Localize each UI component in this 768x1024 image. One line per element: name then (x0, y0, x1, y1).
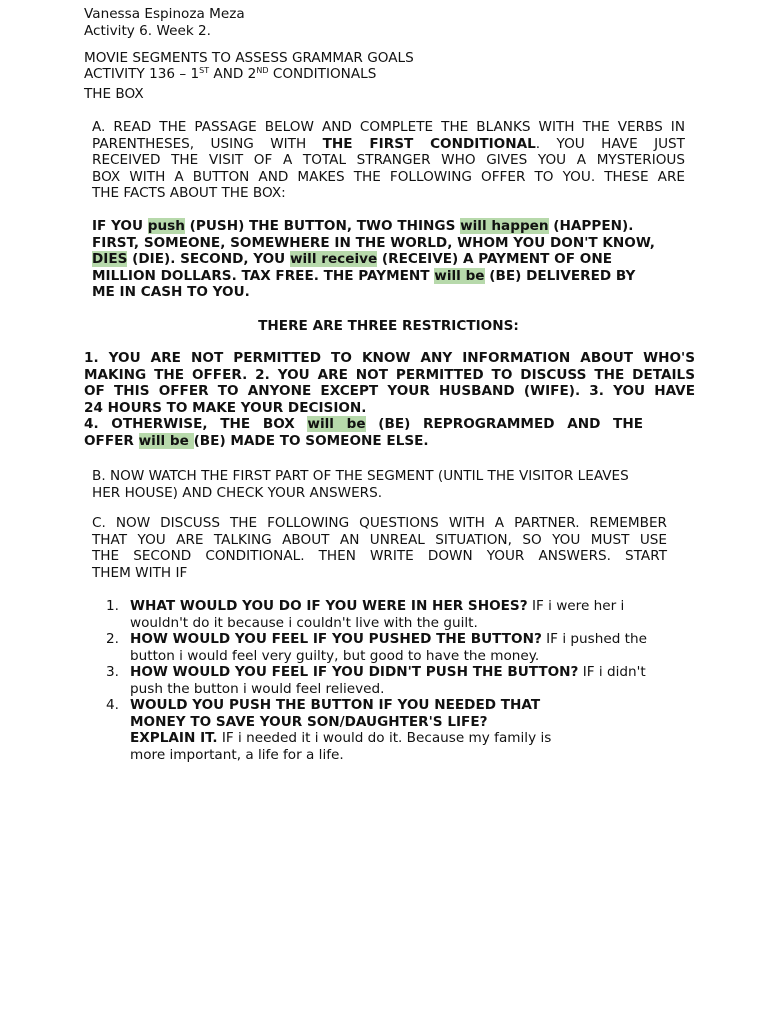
section-c-line: THEM WITH IF (92, 564, 188, 581)
section-c-line: THAT YOU ARE TALKING ABOUT AN UNREAL SITUATION, SO YOU MUST USE (92, 531, 667, 548)
answer-text: IF i didn't (578, 664, 646, 680)
section-a-line: BOX WITH A BUTTON AND MAKES THE FOLLOWING OFFER TO YOU. THESE ARE (92, 168, 685, 185)
question-text: WHAT WOULD YOU DO IF YOU WERE IN HER SHOES? (130, 598, 528, 614)
restriction-line: 4. OTHERWISE, THE BOX will be (BE) REPROGRAMMED AND THE (84, 416, 643, 432)
answer-highlight: will be (138, 432, 194, 449)
restriction-line: 24 HOURS TO MAKE YOUR DECISION. (84, 399, 367, 416)
passage-line: MILLION DOLLARS. TAX FREE. THE PAYMENT will be (BE) DELIVERED BY (92, 267, 636, 284)
question-item (84, 598, 704, 631)
question-number: 3. (106, 664, 119, 680)
question-number: 2. (106, 631, 119, 647)
question-number: 1. (106, 598, 119, 614)
answer-text: IF i needed it i would do it. Because my family is (217, 730, 552, 746)
section-a-line: RECEIVED THE VISIT OF A TOTAL STRANGER WHO GIVES YOU A MYSTERIOUS (92, 152, 685, 168)
student-name: Vanessa Espinoza Meza (84, 6, 245, 22)
passage-line: DIES (DIE). SECOND, YOU will receive (RECEIVE) A PAYMENT OF ONE (92, 251, 612, 267)
section-a-line: PARENTHESES, USING WITH THE FIRST CONDITIONAL. YOU HAVE JUST (92, 135, 685, 152)
question-text: EXPLAIN IT. (130, 730, 218, 746)
passage-line: IF YOU push (PUSH) THE BUTTON, TWO THINGS will happen (HAPPEN). (92, 218, 634, 234)
answer-text: IF i pushed the (541, 631, 647, 647)
section-b-line: B. NOW WATCH THE FIRST PART OF THE SEGMENT (UNTIL THE VISITOR LEAVES (92, 468, 629, 484)
answer-text: push the button i would feel relieved. (130, 680, 385, 697)
passage-line: ME IN CASH TO YOU. (92, 284, 250, 300)
restriction-line: MAKING THE OFFER. 2. YOU ARE NOT PERMITTED TO DISCUSS THE DETAILS (84, 366, 695, 383)
answer-text: more important, a life for a life. (130, 746, 344, 763)
answer-text: wouldn't do it because i couldn't live with the guilt. (130, 614, 478, 631)
question-item (84, 697, 704, 763)
question-text: HOW WOULD YOU FEEL IF YOU PUSHED THE BUTTON? (130, 631, 542, 647)
answer-text: button i would feel very guilty, but good to have the money. (130, 647, 540, 664)
answer-text: IF i were her i (527, 598, 625, 614)
answer-highlight: will receive (289, 251, 378, 267)
title-line-1: MOVIE SEGMENTS TO ASSESS GRAMMAR GOALS (84, 49, 414, 66)
section-b-instructions (92, 468, 629, 501)
restriction-line: 1. YOU ARE NOT PERMITTED TO KNOW ANY INFORMATION ABOUT WHO'S (84, 350, 695, 366)
title-line-2: ACTIVITY 136 – 1ST AND 2ND CONDITIONALS (84, 66, 377, 82)
restrictions-list (84, 350, 695, 449)
question-text: HOW WOULD YOU FEEL IF YOU DIDN'T PUSH THE BUTTON? (130, 664, 579, 680)
answer-highlight: push (147, 218, 185, 234)
question-number: 4. (106, 697, 119, 713)
restrictions-heading: THERE ARE THREE RESTRICTIONS: (258, 318, 519, 334)
question-list (84, 598, 704, 763)
box-passage (92, 218, 685, 301)
passage-line: FIRST, SOMEONE, SOMEWHERE IN THE WORLD, WHOM YOU DON'T KNOW, (92, 234, 655, 251)
section-a-line: A. READ THE PASSAGE BELOW AND COMPLETE THE BLANKS WITH THE VERBS IN (92, 119, 685, 135)
answer-highlight: DIES (92, 251, 128, 267)
restriction-line: OF THIS OFFER TO ANYONE EXCEPT YOUR HUSBAND (WIFE). 3. YOU HAVE (84, 383, 695, 399)
question-item (84, 631, 704, 664)
section-b-line: HER HOUSE) AND CHECK YOUR ANSWERS. (92, 484, 383, 501)
section-c-line: C. NOW DISCUSS THE FOLLOWING QUESTIONS WITH A PARTNER. REMEMBER (92, 515, 667, 531)
answer-highlight: will happen (460, 218, 549, 234)
activity-week: Activity 6. Week 2. (84, 23, 211, 39)
answer-highlight: will be (307, 416, 366, 432)
section-c-instructions (92, 515, 667, 581)
restriction-line: OFFER will be (BE) MADE TO SOMEONE ELSE. (84, 432, 429, 449)
section-a-line: THE FACTS ABOUT THE BOX: (92, 185, 286, 201)
student-header (84, 6, 414, 102)
question-text: WOULD YOU PUSH THE BUTTON IF YOU NEEDED THAT (130, 697, 541, 713)
question-item (84, 664, 704, 697)
title-line-3: THE BOX (84, 85, 144, 102)
question-text: MONEY TO SAVE YOUR SON/DAUGHTER'S LIFE? (130, 713, 488, 730)
section-c-line: THE SECOND CONDITIONAL. THEN WRITE DOWN YOUR ANSWERS. START (92, 548, 667, 564)
section-a-instructions (92, 119, 685, 202)
answer-highlight: will be (434, 267, 485, 284)
